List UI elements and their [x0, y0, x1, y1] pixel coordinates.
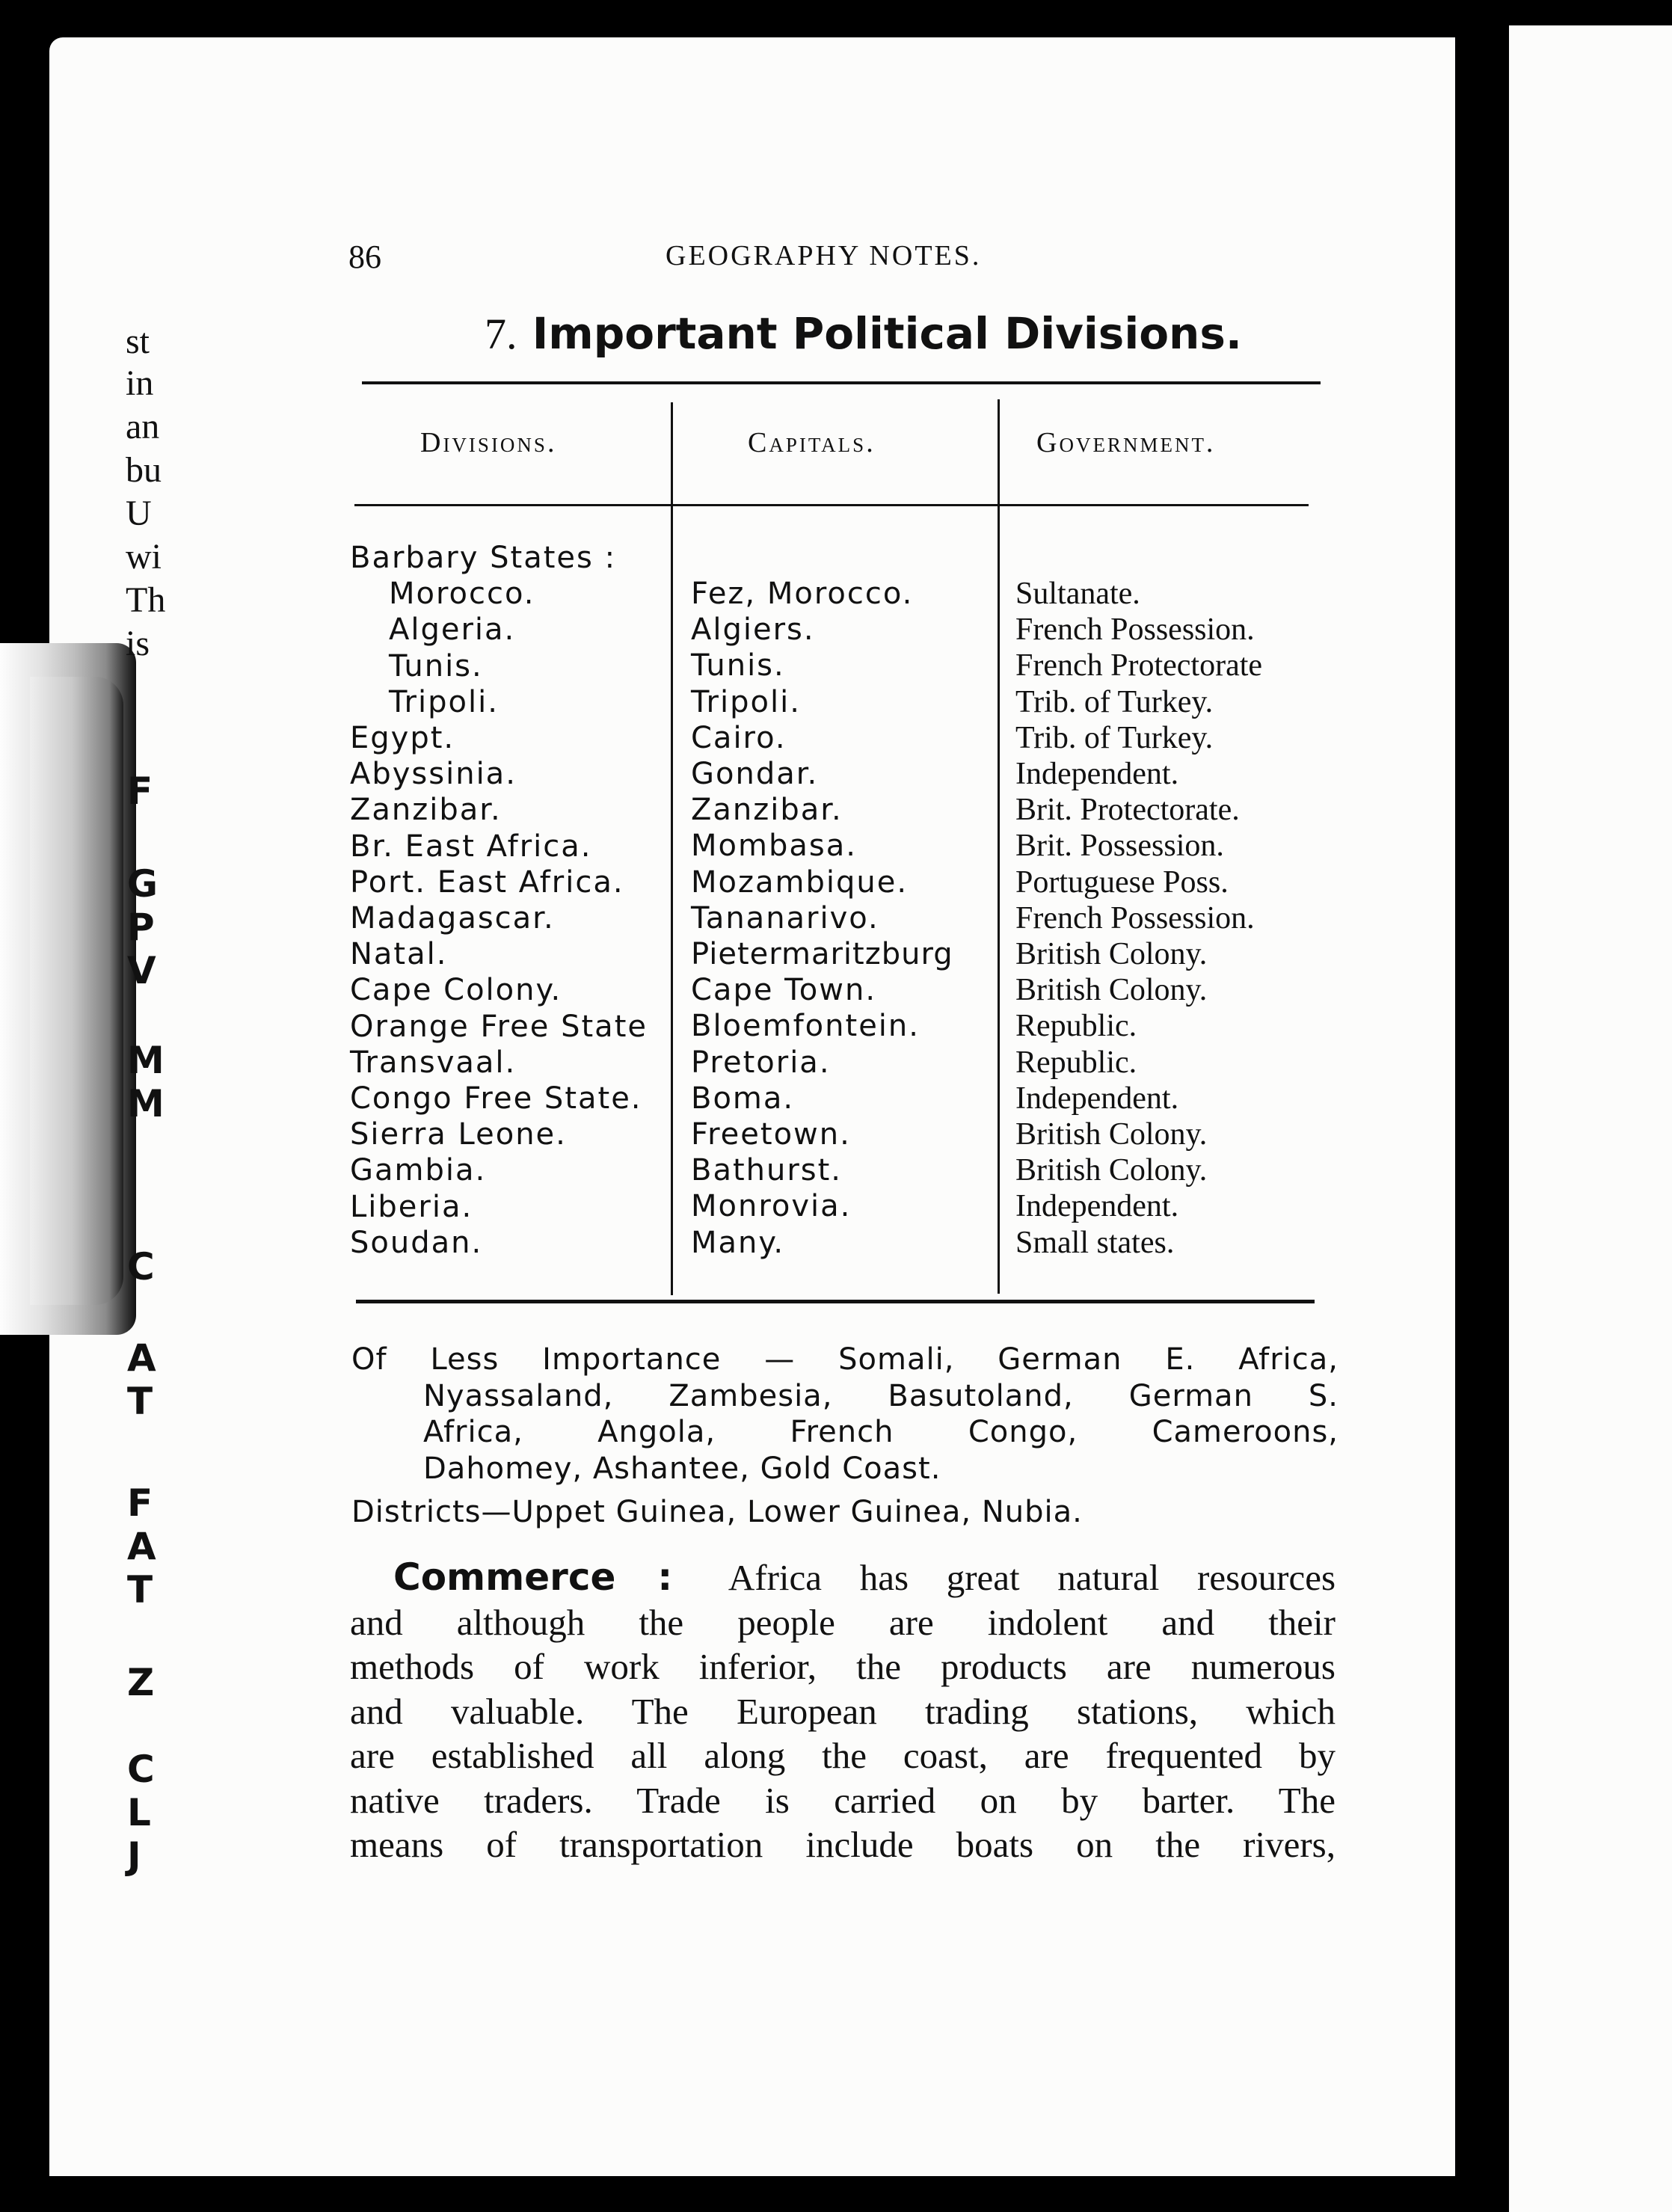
- facing-bold-fragment: J: [127, 1834, 141, 1878]
- government-cell: French Protectorate: [1015, 648, 1263, 683]
- capital-cell: Cairo.: [691, 720, 787, 755]
- capital-cell: Boma.: [691, 1081, 795, 1116]
- paragraph-text: Africa has great natural resources: [728, 1557, 1336, 1598]
- facing-text-fragment: is: [126, 624, 150, 663]
- commerce-paragraph: [350, 1555, 1336, 1867]
- paragraph-line: native traders. Trade is carried on by barter. The: [350, 1779, 1336, 1821]
- paragraph-line: and although the people are indolent and their: [350, 1601, 1336, 1643]
- division-cell: Congo Free State.: [350, 1081, 642, 1116]
- facing-bold-fragment: A: [127, 1336, 156, 1380]
- facing-bold-fragment: C: [127, 1245, 155, 1288]
- capital-cell: Fez, Morocco.: [691, 577, 914, 611]
- table-column-divider: [998, 399, 1000, 1294]
- government-cell: Trib. of Turkey.: [1015, 720, 1214, 755]
- paragraph-line: methods of work inferior, the products are numerous: [350, 1646, 1336, 1687]
- paragraph-line: Africa, Angola, French Congo, Cameroons,: [423, 1415, 1338, 1449]
- facing-text-fragment: bu: [126, 450, 162, 490]
- capital-cell: Gondar.: [691, 757, 819, 792]
- paragraph-line: means of transportation include boats on the rivers,: [350, 1824, 1336, 1865]
- government-cell: Independent.: [1015, 757, 1179, 792]
- government-cell: British Colony.: [1015, 973, 1208, 1008]
- table-top-rule: [362, 381, 1321, 384]
- government-cell: Trib. of Turkey.: [1015, 684, 1214, 719]
- government-cell: British Colony.: [1015, 1117, 1208, 1152]
- government-cell: British Colony.: [1015, 937, 1208, 972]
- division-cell: Liberia.: [350, 1189, 473, 1224]
- division-cell: Sierra Leone.: [350, 1117, 567, 1152]
- capital-cell: Pietermaritzburg: [691, 937, 953, 972]
- capital-cell: Many.: [691, 1225, 785, 1260]
- government-cell: Small states.: [1015, 1225, 1175, 1260]
- table-bottom-rule: [356, 1300, 1315, 1303]
- column-header-capitals: Capitals.: [748, 427, 876, 458]
- commerce-label: Commerce :: [393, 1555, 673, 1599]
- facing-text-fragment: wi: [126, 537, 162, 577]
- division-cell: Abyssinia.: [350, 757, 517, 792]
- facing-bold-fragment: P: [127, 906, 155, 949]
- government-cell: Sultanate.: [1015, 577, 1140, 611]
- division-cell: Br. East Africa.: [350, 829, 592, 864]
- table-column-divider: [671, 402, 673, 1295]
- capital-cell: Monrovia.: [691, 1189, 852, 1224]
- facing-text-fragment: an: [126, 407, 160, 446]
- capital-cell: Cape Town.: [691, 973, 877, 1008]
- column-header-divisions: Divisions.: [420, 427, 557, 458]
- capital-cell: Tunis.: [691, 648, 785, 683]
- paragraph-line: Nyassaland, Zambesia, Basutoland, German S.: [423, 1378, 1338, 1413]
- capital-cell: Mombasa.: [691, 829, 857, 864]
- government-cell: Portuguese Poss.: [1015, 864, 1229, 900]
- capital-cell: Bathurst.: [691, 1153, 843, 1188]
- government-cell: French Possession.: [1015, 900, 1255, 936]
- facing-bold-fragment: F: [127, 1481, 153, 1525]
- running-title: GEOGRAPHY NOTES.: [666, 240, 982, 271]
- facing-text-fragment: st: [126, 322, 150, 361]
- division-cell: Tripoli.: [389, 684, 499, 719]
- facing-bold-fragment: V: [127, 949, 156, 992]
- facing-text-fragment: Th: [126, 580, 166, 620]
- government-cell: Brit. Protectorate.: [1015, 793, 1240, 828]
- table-header-rule: [354, 504, 1309, 506]
- capital-cell: Freetown.: [691, 1117, 851, 1152]
- districts-line: Districts—Uppet Guinea, Lower Guinea, Nubia.: [351, 1495, 1083, 1529]
- division-cell: Algeria.: [389, 612, 516, 648]
- capitals-column: [691, 576, 953, 1261]
- book-gutter: [1455, 0, 1509, 2212]
- facing-bold-fragment: M: [127, 1082, 165, 1125]
- facing-bold-fragment: T: [127, 1568, 153, 1612]
- facing-text-fragment: in: [126, 363, 154, 403]
- facing-page: [1509, 25, 1672, 2212]
- capital-cell: Pretoria.: [691, 1045, 831, 1080]
- column-header-government: Government.: [1036, 427, 1216, 458]
- paragraph-line: are established all along the coast, are frequented by: [350, 1735, 1336, 1776]
- divisions-column: [350, 540, 648, 1261]
- capital-cell: Mozambique.: [691, 864, 909, 900]
- government-cell: Independent.: [1015, 1189, 1179, 1224]
- paragraph-line: [350, 1555, 1336, 1600]
- government-cell: French Possession.: [1015, 612, 1255, 648]
- facing-bold-fragment: A: [127, 1525, 156, 1568]
- capital-cell: Bloemfontein.: [691, 1009, 920, 1044]
- less-importance-paragraph: [351, 1342, 1338, 1487]
- paragraph-line: Of Less Importance — Somali, German E. Africa,: [351, 1342, 1338, 1377]
- section-number: 7.: [485, 310, 517, 358]
- facing-bold-fragment: C: [127, 1748, 155, 1791]
- division-cell: Gambia.: [350, 1153, 487, 1188]
- government-column: [1015, 576, 1262, 1261]
- division-cell: Transvaal.: [350, 1045, 517, 1080]
- government-cell: Brit. Possession.: [1015, 829, 1224, 864]
- division-cell: Egypt.: [350, 721, 455, 756]
- facing-bold-fragment: L: [127, 1791, 151, 1834]
- division-cell: Port. East Africa.: [350, 864, 624, 900]
- capital-cell: Zanzibar.: [691, 793, 843, 828]
- facing-bold-fragment: F: [127, 769, 153, 813]
- paragraph-line: and valuable. The European trading stations, which: [350, 1690, 1336, 1732]
- division-cell: Tunis.: [389, 648, 483, 683]
- division-cell: Madagascar.: [350, 901, 555, 936]
- division-cell: Soudan.: [350, 1225, 483, 1260]
- capital-cell: Tripoli.: [691, 684, 801, 719]
- government-cell: Independent.: [1015, 1081, 1179, 1116]
- division-cell: Natal.: [350, 937, 448, 972]
- capital-cell: Algiers.: [691, 612, 815, 648]
- government-cell: Republic.: [1015, 1045, 1137, 1080]
- division-cell: Orange Free State: [350, 1009, 648, 1044]
- facing-bold-fragment: Z: [127, 1661, 155, 1704]
- facing-bold-fragment: T: [127, 1380, 153, 1423]
- page-number: 86: [348, 239, 381, 275]
- section-title-text: Important Political Divisions.: [532, 308, 1242, 359]
- division-cell: Cape Colony.: [350, 973, 562, 1008]
- page-tab-shadow: [30, 677, 123, 1305]
- paragraph-line: Dahomey, Ashantee, Gold Coast.: [423, 1451, 941, 1486]
- division-cell: Morocco.: [389, 577, 535, 612]
- division-cell: Zanzibar.: [350, 793, 502, 828]
- group-label: Barbary States :: [350, 541, 617, 575]
- capital-cell: Tananarivo.: [691, 900, 879, 936]
- government-cell: British Colony.: [1015, 1153, 1208, 1188]
- facing-bold-fragment: G: [127, 862, 159, 906]
- facing-bold-fragment: M: [127, 1039, 165, 1082]
- government-cell: Republic.: [1015, 1009, 1137, 1044]
- section-title: [485, 308, 1242, 359]
- facing-text-fragment: U: [126, 494, 152, 533]
